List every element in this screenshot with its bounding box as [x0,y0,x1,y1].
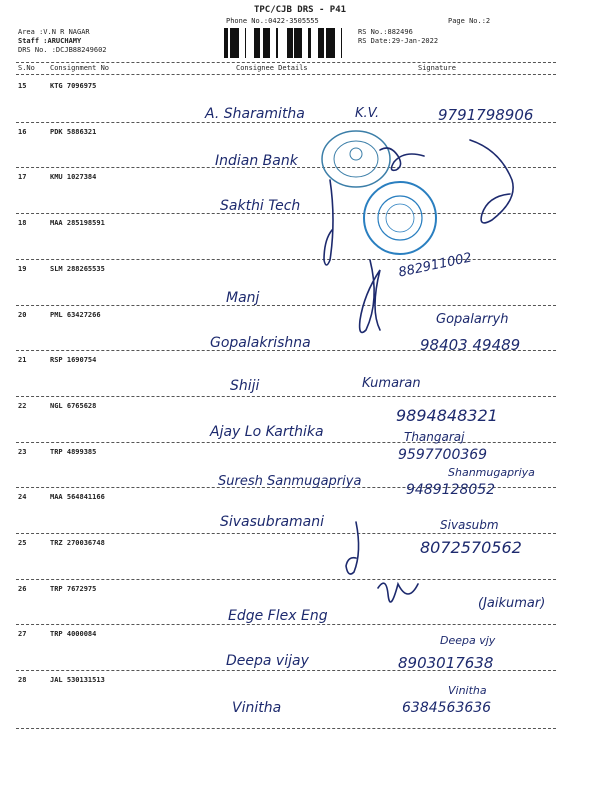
row-sno: 19 [18,265,27,273]
row-sno: 24 [18,493,27,501]
row-consignment-no: MAA 285198591 [50,219,105,227]
hw-consignee-20: Gopalakrishna [210,335,311,351]
row-sno: 21 [18,356,27,364]
row-sno: 27 [18,630,27,638]
row-consignment-no: PDK 5886321 [50,128,97,136]
header-rule [16,62,556,63]
hw-sign-20: Gopalarryh [436,312,509,327]
document-title: TPC/CJB DRS - P41 [253,5,347,15]
hw-consignee-15: A. Sharamitha [205,106,305,122]
hw-kv-15: K.V. [355,106,380,121]
hw-sign-26: (Jaikumar) [478,596,546,611]
row-consignment-no: PML 63427266 [50,311,101,319]
hw-consignee-21: Shiji [230,378,260,394]
row-consignment-no: TRP 7672975 [50,585,97,593]
row-sno: 22 [18,402,27,410]
drs-number: DRS No. :DCJB88249602 [18,46,107,54]
hw-sign-27: Deepa vjy [440,634,496,647]
hw-sign-28: Vinitha [448,684,487,697]
row-sno: 16 [18,128,27,136]
hw-sign-23: Shanmugapriya [448,466,535,479]
row-sno: 18 [18,219,27,227]
row-consignment-no: JAL 530131513 [50,676,105,684]
row-sno: 23 [18,448,27,456]
row-consignment-no: MAA 564841166 [50,493,105,501]
hw-phone-25: 8072570562 [420,538,522,557]
row-consignment-no: TRP 4000084 [50,630,97,638]
hw-phone-15: 9791798906 [438,106,534,124]
hw-phone-28: 6384563636 [402,700,492,716]
row-sno: 20 [18,311,27,319]
hw-sign-22: Thangaraj [404,430,465,444]
hw-consignee-27: Edge Flex Eng [228,608,328,624]
col-consignment: Consignment No [50,64,110,72]
hw-phone-22: 9894848321 [396,406,498,425]
row-consignment-no: NGL 6765628 [50,402,97,410]
hw-number-19: 882911002 [397,250,474,281]
barcode [224,28,346,58]
hw-consignee-19: Manj [226,290,260,306]
hw-phone-20: 98403 49489 [420,336,521,354]
row-consignment-no: RSP 1690754 [50,356,97,364]
col-sno: S.No [18,64,35,72]
rs-number: RS No.:882496 [358,28,413,36]
row-sno: 15 [18,82,27,90]
hw-phone-23: 9597700369 [398,447,488,463]
area-label: Area :V.N R NAGAR [18,28,90,36]
row-consignment-no: TRZ 270036748 [50,539,105,547]
row-consignment-no: TRP 4899385 [50,448,97,456]
hw-consignee-24: Sivasubramani [220,514,325,530]
staff-label: Staff :ARUCHAMY [18,37,82,45]
hw-consignee-23: Suresh Sanmugapriya [218,474,362,489]
row-sno: 28 [18,676,27,684]
row-consignment-no: KTG 7096975 [50,82,97,90]
hw-sign-21: Kumaran [362,376,421,391]
hw-consignee-27b: Deepa vijay [226,653,309,669]
row-sno: 26 [18,585,27,593]
col-consignee: Consignee Details [236,64,308,72]
row-sno: 25 [18,539,27,547]
hw-consignee-28: Vinitha [232,700,282,716]
hw-sign-24: Sivasubm [440,518,499,532]
row-consignment-no: KMU 1027384 [50,173,97,181]
hw-phone-27: 8903017638 [398,654,494,672]
row-sno: 17 [18,173,27,181]
phone-number: Phone No.:0422-3505555 [226,17,319,25]
hw-consignee-16: Indian Bank [215,153,298,169]
hw-consignee-17: Sakthi Tech [220,198,301,214]
col-signature: Signature [418,64,456,72]
header-rule-bottom [16,74,556,75]
row-consignment-no: SLM 288265535 [50,265,105,273]
hw-phone-24: 9489128052 [406,482,496,498]
hw-consignee-22: Ajay Lo Karthika [210,424,324,440]
rs-date: RS Date:29-Jan-2022 [358,37,439,45]
page-number: Page No.:2 [448,17,491,25]
